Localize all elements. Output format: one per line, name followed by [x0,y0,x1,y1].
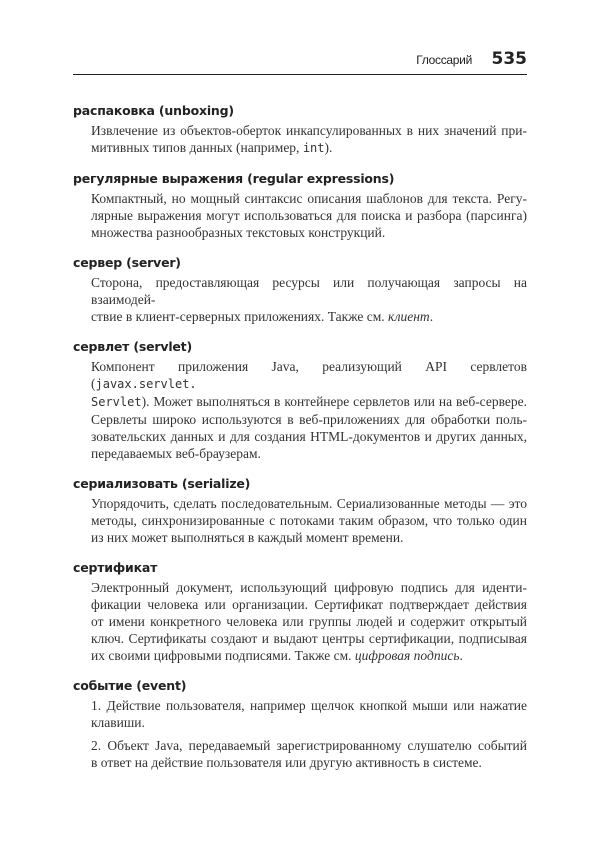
glossary-entry [73,253,527,325]
definition-line [91,411,527,428]
definition-line [91,697,527,714]
text-segment: Упорядочить, сделать последовательным. Сериализованные методы — это [91,496,527,511]
glossary-term: сертификат [73,560,158,575]
definition-paragraph [91,358,527,462]
glossary-term: сервер (server) [73,255,181,270]
definition-line [91,428,527,445]
definition-line [91,754,527,771]
definition-paragraph [91,737,527,771]
text-segment: ). [324,140,333,155]
text-segment: в ответ на действие пользователя или другую активность в системе. [91,755,482,770]
definition-line [91,613,527,630]
definition-line [91,224,527,241]
definition-line [91,647,527,664]
text-segment: Извлечение из объектов-оберток инкапсулированных в них значений при- [91,123,527,138]
text-segment: . [429,309,434,324]
text-segment: 1. Действие пользователя, например щелчок кнопкой мыши или нажатие [91,698,527,713]
code-text: javax.servlet. [95,377,197,391]
page-number: 535 [491,49,527,69]
glossary-term: распаковка (unboxing) [73,103,234,118]
definition-line [91,495,527,512]
glossary-term: сервлет (servlet) [73,339,192,354]
glossary-term: регулярные выражения (regular expressions) [73,171,395,186]
glossary-entries [73,101,527,783]
text-segment: из них может выполняться в каждый момент времени. [91,530,404,545]
text-segment: их своими цифровыми подписями. Также см. [91,648,355,663]
glossary-entry [73,169,527,241]
definition-paragraph [91,495,527,546]
text-segment: передаваемых веб-браузерам. [91,446,261,461]
text-segment: Сервлеты широко используются в веб-приложениях для обработки поль- [91,412,527,427]
text-segment: клавиши. [91,715,145,730]
definition-line [91,207,527,224]
definition-paragraph [91,697,527,731]
glossary-entry [73,676,527,771]
text-segment: Электронный документ, использующий цифровую подпись для иденти- [91,580,527,595]
text-segment: . [459,648,463,663]
definition-line [91,190,527,207]
definition-paragraph [91,122,527,157]
text-segment: ствие в клиент-серверных приложениях. Также см. [91,309,389,324]
definition-paragraph [91,274,527,325]
definition-line [91,579,527,596]
glossary-entry [73,337,527,462]
text-segment: ключ. Сертификаты создают и выдают центры сертификации, подписывая [91,631,527,646]
definition-line [91,529,527,546]
code-text: Servlet [91,395,142,409]
text-segment: лярные выражения могут использоваться для поиска и разбора (парсинга) [91,208,527,223]
text-segment: ). Может выполняться в контейнере сервлетов или на веб-сервере. [141,394,527,409]
section-title: Глоссарий [416,53,472,67]
text-segment: методы, синхронизированные с потоками таким образом, что только один [91,513,527,528]
definition-line [91,274,527,308]
text-segment: 2. Объект Java, передаваемый зарегистрированному слушателю событий [91,738,527,753]
text-segment: множества разнообразных текстовых конструкций. [91,225,386,240]
text-segment: фикации человека или организации. Сертификат подтверждает действия [91,597,527,612]
glossary-entry [73,474,527,546]
glossary-entry [73,558,527,664]
definition-line [91,308,527,325]
definition-line [91,512,527,529]
code-text: int [302,141,325,155]
definition-line [91,139,527,157]
text-segment: от имени конкретного человека или группы людей и содержит открытый [91,614,527,629]
definition-paragraph [91,190,527,241]
text-segment: Сторона, предоставляющая ресурсы или получающая запросы на взаимодей- [91,275,527,307]
definition-line [91,596,527,613]
definition-line [91,714,527,731]
text-segment: Компонент приложения Java, реализующий API сервлетов ( [91,359,527,391]
text-segment: митивных типов данных (например, [91,140,303,155]
definition-line [91,737,527,754]
glossary-entry [73,101,527,157]
glossary-term: событие (event) [73,678,187,693]
cross-reference: клиент [388,309,430,324]
text-segment: зовательских данных и для создания HTML-документов и других данных, [91,429,527,444]
glossary-term: сериализовать (serialize) [73,476,251,491]
definition-paragraph [91,579,527,664]
definition-line [91,393,527,411]
definition-line [91,358,527,393]
running-header [73,50,527,75]
definition-line [91,445,527,462]
cross-reference: цифровая подпись [354,648,460,663]
text-segment: Компактный, но мощный синтаксис описания шаблонов для текста. Регу- [91,191,527,206]
definition-line [91,122,527,139]
definition-line [91,630,527,647]
